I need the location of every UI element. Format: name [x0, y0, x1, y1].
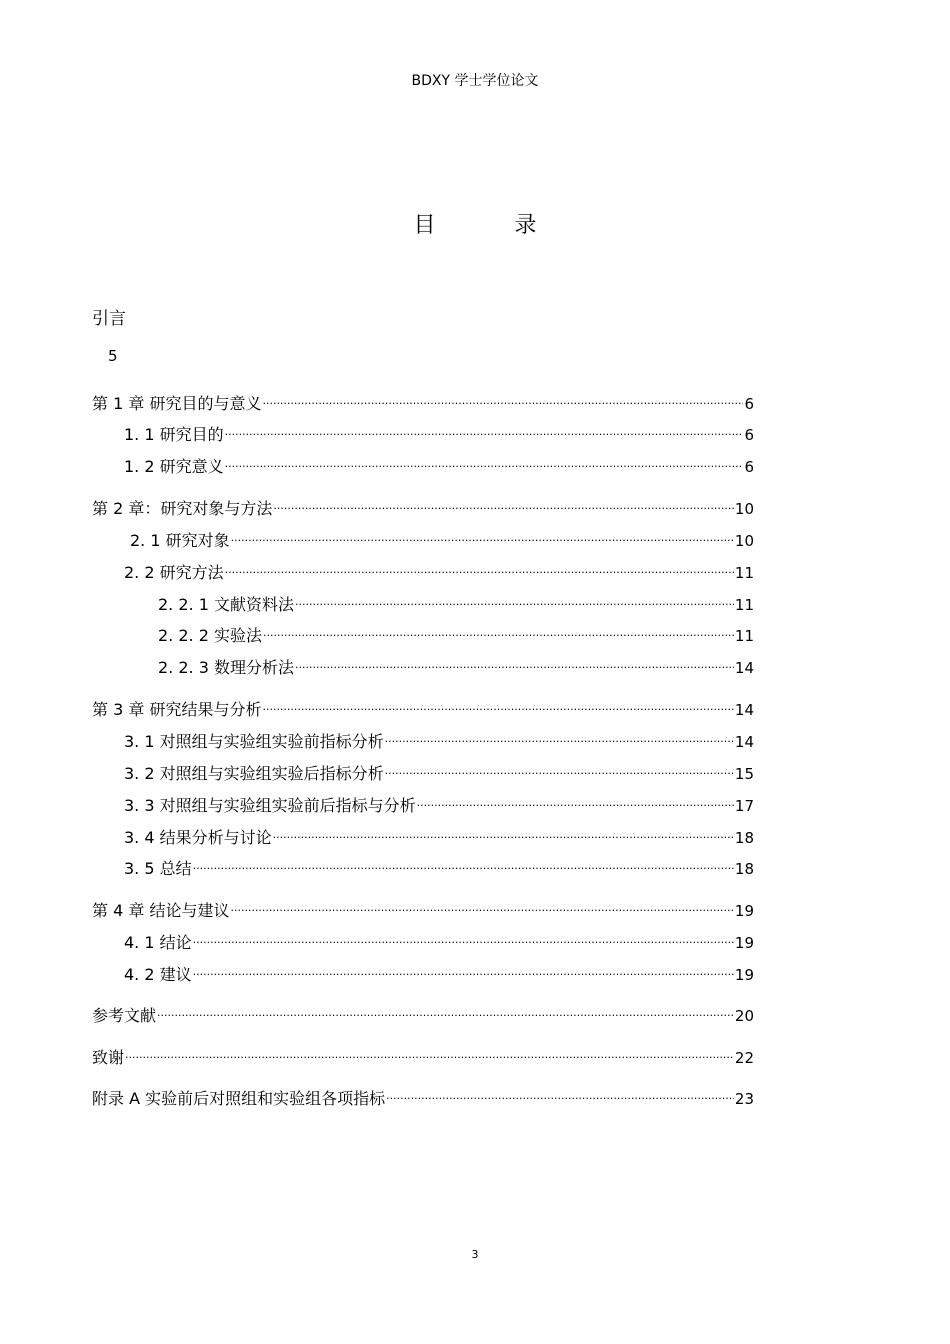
- toc-entry-text: 第 4 章 结论与建议: [92, 901, 230, 920]
- page-number: 3: [471, 1248, 479, 1261]
- toc-title: 目 录: [413, 213, 573, 238]
- toc-entry-section-3-3[interactable]: [124, 789, 754, 815]
- toc-entry-section-1-2[interactable]: [124, 450, 754, 476]
- toc-entry-section-2-2-2[interactable]: [158, 619, 754, 645]
- toc-entry-chapter-2[interactable]: [92, 492, 754, 518]
- toc-entry-text: 附录 A 实验前后对照组和实验组各项指标: [92, 1089, 386, 1108]
- toc-entry-text: 第 3 章 研究结果与分析: [92, 700, 262, 719]
- toc-entry-text: 4. 1 结论: [124, 933, 192, 952]
- toc-leader-dots: [295, 651, 734, 673]
- toc-entry-text: 第 2 章：研究对象与方法: [92, 499, 273, 518]
- toc-entry-page: 18: [734, 860, 754, 878]
- toc-entry-page: 10: [734, 532, 754, 550]
- toc-leader-dots: [417, 789, 734, 811]
- toc-leader-dots: [193, 852, 734, 874]
- toc-entry-page: 15: [734, 765, 754, 783]
- toc-leader-dots: [157, 999, 734, 1021]
- toc-entry-page: 6: [744, 395, 754, 413]
- toc-entry-text: 2. 2 研究方法: [124, 563, 224, 582]
- running-header: BDXY 学士学位论文: [411, 73, 539, 89]
- toc-entry-page: 11: [734, 627, 754, 645]
- toc-entry-text: 3. 2 对照组与实验组实验后指标分析: [124, 764, 384, 783]
- toc-entry-section-2-2[interactable]: [124, 556, 754, 582]
- toc-entry-page: 18: [734, 829, 754, 847]
- toc-entry-chapter-4[interactable]: [92, 894, 754, 920]
- toc-leader-dots: [225, 556, 734, 578]
- toc-leader-dots: [295, 588, 734, 610]
- toc-entry-section-3-4[interactable]: [124, 821, 754, 847]
- toc-entry-page: 14: [734, 659, 754, 677]
- toc-entry-page: 19: [734, 966, 754, 984]
- toc-leader-dots: [386, 1082, 734, 1104]
- toc-entry-text: 3. 3 对照组与实验组实验前后指标与分析: [124, 796, 416, 815]
- toc-entry-page: 10: [734, 500, 754, 518]
- toc-leader-dots: [385, 725, 734, 747]
- toc-entry-page: 17: [734, 797, 754, 815]
- toc-intro-label: 引言: [92, 309, 126, 329]
- toc-leader-dots: [225, 450, 744, 472]
- toc-entry-text: 2. 1 研究对象: [130, 531, 230, 550]
- toc-entry-text: 1. 1 研究目的: [124, 425, 224, 444]
- toc-entry-page: 14: [734, 701, 754, 719]
- toc-leader-dots: [230, 894, 733, 916]
- toc-entry-appendix-a[interactable]: [92, 1082, 754, 1108]
- toc-entry-acknowledgements[interactable]: [92, 1041, 754, 1067]
- toc-entry-page: 19: [734, 934, 754, 952]
- toc-leader-dots: [262, 693, 733, 715]
- toc-leader-dots: [262, 387, 743, 409]
- toc-leader-dots: [273, 821, 734, 843]
- toc-entry-references[interactable]: [92, 999, 754, 1025]
- toc-entry-section-2-2-1[interactable]: [158, 588, 754, 614]
- toc-leader-dots: [385, 757, 734, 779]
- toc-entry-text: 致谢: [92, 1048, 125, 1067]
- toc-entry-section-4-2[interactable]: [124, 958, 754, 984]
- toc-entry-page: 6: [744, 458, 754, 476]
- toc-intro-page: 5: [108, 347, 118, 365]
- toc-entry-text: 4. 2 建议: [124, 965, 192, 984]
- toc-entry-section-3-2[interactable]: [124, 757, 754, 783]
- toc-entry-text: 2. 2. 2 实验法: [158, 626, 262, 645]
- toc-entry-section-2-1[interactable]: [130, 524, 754, 550]
- toc-entry-section-4-1[interactable]: [124, 926, 754, 952]
- toc-entry-page: 11: [734, 564, 754, 582]
- toc-entry-text: 2. 2. 1 文献资料法: [158, 595, 294, 614]
- toc-entry-text: 3. 5 总结: [124, 859, 192, 878]
- toc-entry-page: 6: [744, 426, 754, 444]
- toc-leader-dots: [273, 492, 734, 514]
- toc-entry-text: 3. 4 结果分析与讨论: [124, 828, 272, 847]
- toc-entry-chapter-3[interactable]: [92, 693, 754, 719]
- toc-entry-page: 20: [734, 1007, 754, 1025]
- toc-entry-section-2-2-3[interactable]: [158, 651, 754, 677]
- toc-entry-page: 23: [734, 1090, 754, 1108]
- toc-entry-text: 第 1 章 研究目的与意义: [92, 394, 262, 413]
- toc-entry-page: 22: [734, 1049, 754, 1067]
- toc-leader-dots: [263, 619, 734, 641]
- toc-entry-page: 14: [734, 733, 754, 751]
- toc-leader-dots: [231, 524, 734, 546]
- toc-leader-dots: [225, 418, 744, 440]
- toc-leader-dots: [125, 1041, 734, 1063]
- toc-entry-text: 参考文献: [92, 1006, 157, 1025]
- toc-entry-section-3-1[interactable]: [124, 725, 754, 751]
- toc-entry-text: 3. 1 对照组与实验组实验前指标分析: [124, 732, 384, 751]
- toc-entry-chapter-1[interactable]: [92, 387, 754, 413]
- toc-entry-page: 11: [734, 596, 754, 614]
- toc-entry-text: 2. 2. 3 数理分析法: [158, 658, 294, 677]
- toc-leader-dots: [193, 958, 734, 980]
- toc-leader-dots: [193, 926, 734, 948]
- toc-entry-page: 19: [734, 902, 754, 920]
- toc-entry-section-1-1[interactable]: [124, 418, 754, 444]
- toc-entry-text: 1. 2 研究意义: [124, 457, 224, 476]
- toc-entry-section-3-5[interactable]: [124, 852, 754, 878]
